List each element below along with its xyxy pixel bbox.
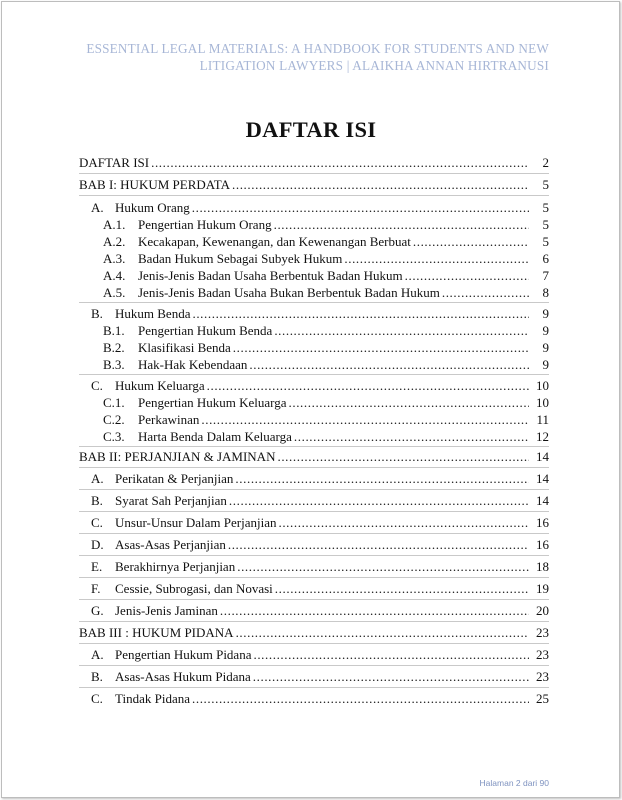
toc-entry-a-1[interactable]: A.1. Pengertian Hukum Orang ..... 5 xyxy=(79,217,549,233)
divider xyxy=(79,374,549,375)
divider xyxy=(79,467,549,468)
toc-entry-daftar-isi[interactable]: DAFTAR ISI ..... 2 xyxy=(79,155,549,171)
toc-entry-bab-2-b[interactable]: B. Syarat Sah Perjanjian ..... 14 xyxy=(79,493,549,509)
toc-entry-bab-1-b[interactable]: B. Hukum Benda ..... 9 xyxy=(79,306,549,322)
toc-entry-bab-3-a[interactable]: A. Pengertian Hukum Pidana ..... 23 xyxy=(79,647,549,663)
toc-entry-bab-3-c[interactable]: C. Tindak Pidana ..... 25 xyxy=(79,691,549,707)
header-line-1: ESSENTIAL LEGAL MATERIALS: A HANDBOOK FOR STUDENTS AND NEW xyxy=(86,41,549,56)
toc-entry-bab-2-c[interactable]: C. Unsur-Unsur Dalam Perjanjian ..... 16 xyxy=(79,515,549,531)
toc-entry-b-1[interactable]: B.1. Pengertian Hukum Benda ..... 9 xyxy=(79,323,549,339)
toc-entry-a-5[interactable]: A.5. Jenis-Jenis Badan Usaha Bukan Berbentuk Badan Hukum ..... 8 xyxy=(79,285,549,301)
divider xyxy=(79,446,549,447)
toc-entry-a-3[interactable]: A.3. Badan Hukum Sebagai Subyek Hukum ..... 6 xyxy=(79,251,549,267)
toc-entry-bab-2-a[interactable]: A. Perikatan & Perjanjian ..... 14 xyxy=(79,471,549,487)
toc-entry-a-2[interactable]: A.2. Kecakapan, Kewenangan, dan Kewenangan Berbuat ..... 5 xyxy=(79,234,549,250)
toc-entry-b-3[interactable]: B.3. Hak-Hak Kebendaan ..... 9 xyxy=(79,357,549,373)
toc-entry-a-4[interactable]: A.4. Jenis-Jenis Badan Usaha Berbentuk Badan Hukum ..... 7 xyxy=(79,268,549,284)
page-title: DAFTAR ISI xyxy=(245,117,377,142)
divider xyxy=(79,621,549,622)
toc-entry-bab-2-e[interactable]: E. Berakhirnya Perjanjian ..... 18 xyxy=(79,559,549,575)
divider xyxy=(79,599,549,600)
divider xyxy=(79,511,549,512)
running-header xyxy=(80,40,549,74)
page-footer: Halaman 2 dari 90 xyxy=(479,778,549,788)
toc-entry-c-2[interactable]: C.2. Perkawinan ..... 11 xyxy=(79,412,549,428)
divider xyxy=(79,489,549,490)
toc-entry-bab-1-a[interactable]: A. Hukum Orang ..... 5 xyxy=(79,200,549,216)
toc-entry-bab-3-b[interactable]: B. Asas-Asas Hukum Pidana ..... 23 xyxy=(79,669,549,685)
divider xyxy=(79,665,549,666)
toc-entry-bab-3[interactable]: BAB III : HUKUM PIDANA ..... 23 xyxy=(79,625,549,641)
toc-entry-bab-1[interactable]: BAB I: HUKUM PERDATA ..... 5 xyxy=(79,177,549,193)
toc-entry-bab-1-c[interactable]: C. Hukum Keluarga ..... 10 xyxy=(79,378,549,394)
divider xyxy=(79,195,549,196)
divider xyxy=(79,577,549,578)
divider xyxy=(79,555,549,556)
toc-entry-bab-2-g[interactable]: G. Jenis-Jenis Jaminan ..... 20 xyxy=(79,603,549,619)
header-line-2: LITIGATION LAWYERS | ALAIKHA ANNAN HIRTRANUSI xyxy=(199,58,549,73)
toc-entry-bab-2[interactable]: BAB II: PERJANJIAN & JAMINAN ..... 14 xyxy=(79,449,549,465)
divider xyxy=(79,173,549,174)
toc-entry-bab-2-d[interactable]: D. Asas-Asas Perjanjian ..... 16 xyxy=(79,537,549,553)
divider xyxy=(79,533,549,534)
toc-entry-c-3[interactable]: C.3. Harta Benda Dalam Keluarga ..... 12 xyxy=(79,429,549,445)
toc-entry-b-2[interactable]: B.2. Klasifikasi Benda ..... 9 xyxy=(79,340,549,356)
divider xyxy=(79,302,549,303)
toc-entry-bab-2-f[interactable]: F. Cessie, Subrogasi, dan Novasi ..... 19 xyxy=(79,581,549,597)
divider xyxy=(79,643,549,644)
divider xyxy=(79,687,549,688)
toc-entry-c-1[interactable]: C.1. Pengertian Hukum Keluarga ..... 10 xyxy=(79,395,549,411)
